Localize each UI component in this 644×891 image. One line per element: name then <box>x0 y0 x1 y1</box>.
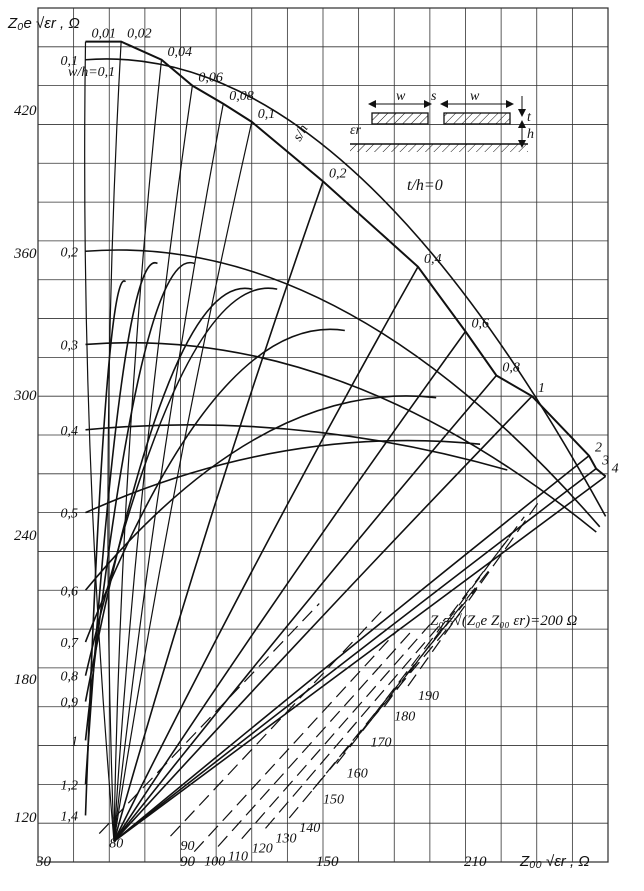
wh-label-4: 0,5 <box>60 506 78 522</box>
wh-label-0: 0,1 <box>60 53 78 69</box>
inset-h-label: h <box>527 127 534 142</box>
t-over-h-condition-label: t/h=0 <box>407 177 443 194</box>
sh-curve-9 <box>114 375 496 841</box>
sh-label-7: 0,4 <box>424 251 442 267</box>
y-tick-labels <box>13 103 37 826</box>
inset-strip-left <box>372 113 428 124</box>
inset-s-label: s <box>431 89 437 104</box>
zo-label-5: 130 <box>275 831 297 847</box>
wh-label-6: 0,7 <box>60 636 78 652</box>
zo-label-2: 100 <box>204 854 226 870</box>
zo-label-11: 190 <box>418 689 439 705</box>
wh-header-text: w/h=0,1 <box>68 65 116 80</box>
wh-curve-6 <box>86 329 345 642</box>
wh-label-7: 0,8 <box>60 669 78 685</box>
zo-label-1: 90 <box>180 839 195 855</box>
y-tick-label-180: 180 <box>14 672 37 688</box>
wh-curve-9 <box>86 263 195 741</box>
x-tick-label-90: 90 <box>180 854 195 870</box>
sh-label-13: 4 <box>611 461 619 477</box>
x-axis-title: Z₀₀ √εr , Ω <box>520 853 590 870</box>
y-tick-label-420: 420 <box>14 103 37 119</box>
zo-label-7: 150 <box>323 792 344 808</box>
sh-label-4: 0,08 <box>229 88 254 104</box>
y-tick-label-240: 240 <box>14 528 37 544</box>
wh-label-11: 1,4 <box>60 809 78 825</box>
wh-label-3: 0,4 <box>60 423 78 439</box>
zo-header-text: Z₀=√(Z₀e Z₀₀ εr)=200 Ω <box>430 613 578 629</box>
zo-label-0: 80 <box>109 836 124 852</box>
wh-label-9: 1 <box>71 734 78 750</box>
sh-curve-6 <box>114 181 323 841</box>
sh-label-8: 0,6 <box>471 316 489 332</box>
sh-curve-5 <box>114 122 252 841</box>
sh-curve-2 <box>114 60 162 842</box>
y-tick-label-300: 300 <box>14 388 37 404</box>
inset-t-label: t <box>527 110 531 125</box>
y-tick-label-120: 120 <box>14 810 37 826</box>
zo-curve-1 <box>171 610 383 836</box>
sh-header-text: s/h <box>290 122 312 144</box>
zo-curve-2 <box>194 630 398 852</box>
y-axis-title: Z₀e √εr , Ω <box>8 15 80 32</box>
zo-curve-11 <box>408 500 540 686</box>
zo-label-4: 120 <box>251 841 273 857</box>
x-tick-label-150: 150 <box>316 854 339 870</box>
wh-label-8: 0,9 <box>60 695 78 711</box>
wh-label-1: 0,2 <box>60 245 78 261</box>
zo-curve-0 <box>99 604 321 837</box>
sh-curve-11 <box>114 456 589 842</box>
inset-er-label: εr <box>350 123 361 138</box>
zo-header-label <box>430 613 578 629</box>
sh-label-5: 0,1 <box>257 106 276 122</box>
inset-w-label-left: w <box>396 89 406 104</box>
sh-label-11: 2 <box>595 440 602 456</box>
nomogram-outer-boundary <box>86 42 606 477</box>
sh-label-2: 0,04 <box>167 44 192 60</box>
inset-diagram <box>350 89 534 152</box>
sh-header-label <box>290 122 311 144</box>
sh-curve-13 <box>114 476 606 841</box>
inset-w-label-right: w <box>470 89 480 104</box>
x-tick-label-210: 210 <box>464 854 487 870</box>
sh-label-12: 3 <box>602 453 610 469</box>
sh-curve-12 <box>114 469 596 842</box>
zo-label-3: 110 <box>228 849 248 865</box>
inset-strip-right <box>444 113 510 124</box>
zo-label-9: 170 <box>370 735 392 751</box>
wh-curve-5 <box>86 396 437 590</box>
inset-ground-hatch <box>350 144 528 152</box>
sh-label-10: 1 <box>538 381 545 397</box>
sh-curve-7 <box>114 267 418 842</box>
sh-label-1: 0,02 <box>127 26 152 42</box>
x-tick-label-30: 30 <box>36 854 51 870</box>
y-tick-label-360: 360 <box>14 246 37 262</box>
sh-label-3: 0,06 <box>198 70 223 86</box>
wh-labels <box>61 54 80 825</box>
sh-label-6: 0,2 <box>329 166 347 182</box>
zo-curve-5 <box>266 618 446 828</box>
wh-label-5: 0,6 <box>60 584 78 600</box>
zo-label-10: 180 <box>394 709 416 725</box>
zo-label-8: 160 <box>346 766 368 782</box>
wh-label-2: 0,3 <box>60 338 78 354</box>
sh-label-0: 0,01 <box>91 26 116 42</box>
zo-label-6: 140 <box>299 821 321 837</box>
wh-curve-1 <box>86 250 600 527</box>
wh-label-10: 1,2 <box>60 778 78 794</box>
sh-label-9: 0,8 <box>502 360 520 376</box>
